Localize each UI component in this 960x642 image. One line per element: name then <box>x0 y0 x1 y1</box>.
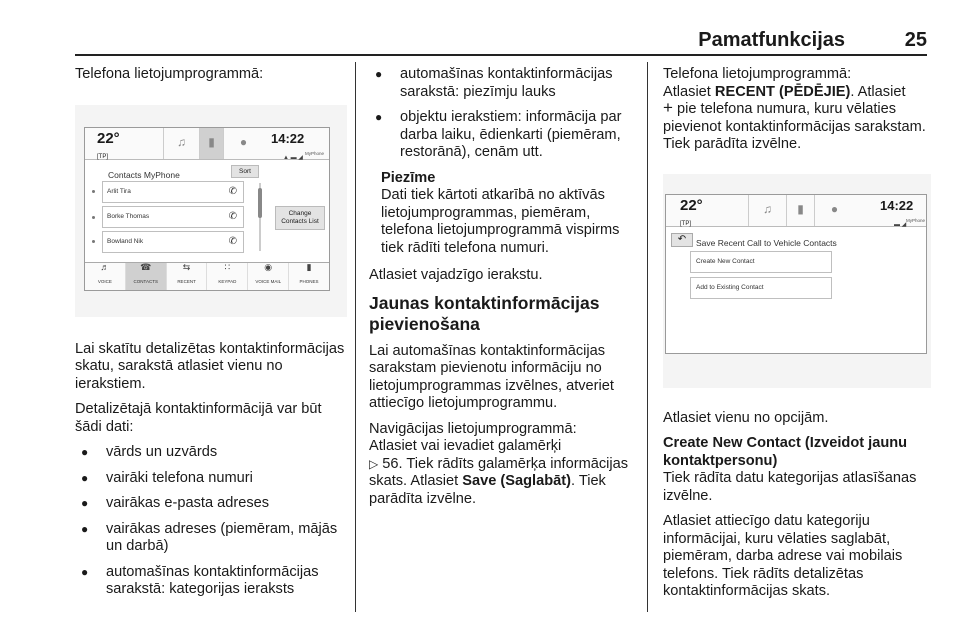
status-bar <box>666 195 926 227</box>
page-reference-icon: ▷ <box>369 456 379 471</box>
note <box>381 170 637 258</box>
contacts-screen-image <box>75 105 347 317</box>
status-bar <box>85 128 329 160</box>
audio-tab <box>163 128 199 159</box>
detail-list <box>369 66 637 162</box>
paragraph: Lai automašīnas kontaktinformācijas sarakstam pievienotu informāciju no lietojumprogrammas izvēlnes, atveriet attiecīgo lietojumprogrammu. <box>369 342 614 411</box>
alphabet-marker <box>92 240 95 243</box>
list-item: ● objektu ierakstiem: informācija par darba laiku, ēdienkarti (piemēram, restorānā), cenām utt. <box>369 109 637 162</box>
phone-name: MyPhone <box>906 217 926 223</box>
phones-icon: ▮ <box>306 262 312 273</box>
page-title: Pamatfunkcijas <box>698 29 845 51</box>
paragraph: Lai skatītu detalizētas kontaktinformācijas skatu, sarakstā atlasiet vienu no ierakstiem. <box>75 340 345 392</box>
voicemail-icon: ◉ <box>264 262 273 273</box>
nav-voice[interactable]: ♬ VOICE <box>97 262 112 285</box>
paragraph: Telefona lietojumprogrammā: <box>75 66 264 82</box>
contacts-title: Contacts MyPhone <box>108 169 180 180</box>
back-arrow-icon: ↶ <box>677 233 687 245</box>
phone-name: MyPhone <box>305 150 325 156</box>
contact-name: Bowland Nik <box>107 237 144 245</box>
paragraph: Atlasiet vienu no opcijām. <box>663 409 829 426</box>
option-heading: Create New Contact (Izveidot jaunu kontaktpersonu) <box>663 435 908 469</box>
save-label: Save (Saglabāt) <box>462 473 571 489</box>
save-recent-call-screen-image <box>663 174 931 388</box>
phone-nav-bar <box>85 262 329 290</box>
list-item: ● vairākas adreses (piemēram, mājās un darbā) <box>75 521 347 556</box>
scrollbar-thumb[interactable] <box>258 188 262 218</box>
paragraph: Detalizētajā kontaktinformācijā var būt šādi dati: <box>75 401 322 435</box>
temperature: 22° <box>97 129 120 147</box>
list-item: ● vairākas e-pasta adreses <box>75 495 347 513</box>
phone-tab <box>199 128 223 159</box>
paragraph: Navigācijas lietojumprogrammā: Atlasiet vai ievadiet galamērķi ▷ 56. Tiek rādīts galamērķa informācijas skats. Atlasiet Save (Saglabāt). Tiek parādīta izvēlne. <box>369 420 629 507</box>
column-middle <box>369 66 637 516</box>
info-tab <box>814 195 854 226</box>
recent-label: RECENT (PĒDĒJIE) <box>714 83 851 100</box>
section-heading: Jaunas kontaktinformācijas pievienošana <box>369 292 600 334</box>
alphabet-marker <box>92 190 95 193</box>
change-contacts-list-button[interactable]: Change Contacts List <box>275 206 325 230</box>
contacts-icon: ☎ <box>140 262 152 273</box>
recent-icon: ⇆ <box>182 262 191 273</box>
info-icon: ● <box>239 135 248 150</box>
list-item: ● automašīnas kontaktinformācijas sarakstā: piezīmju lauks <box>369 66 637 101</box>
phone-handset-icon: ✆ <box>228 235 237 247</box>
clock: 14:22 <box>880 197 914 213</box>
column-right <box>663 66 931 609</box>
phone-icon: ▮ <box>208 135 215 150</box>
alphabet-marker <box>92 216 95 219</box>
list-item: ● vairāki telefona numuri <box>75 470 347 488</box>
back-button[interactable] <box>671 233 693 247</box>
nav-recent[interactable]: ⇆ RECENT <box>166 263 207 290</box>
phone-tab <box>786 195 814 226</box>
contact-name: Arlit Tira <box>107 187 131 195</box>
paragraph: Atlasiet vajadzīgo ierakstu. <box>369 267 543 283</box>
phone-icon: ▮ <box>797 202 804 217</box>
paragraph: Atlasiet attiecīgo datu kategoriju informācijai, kuru vēlaties saglabāt, piemēram, darba adrese vai mobilais telefons. Tiek rādīts detalizētas kontaktinformācijas skats. <box>663 513 903 599</box>
tp-indicator: [TP] <box>97 153 109 160</box>
note-text: Dati tiek kārtoti atkarībā no aktīvās lietojumprogrammas, piemēram, telefona lietojumprogrammā vispirms tiek rādīti telefona numuri. <box>381 187 620 256</box>
info-tab <box>223 128 263 159</box>
screen-display <box>84 127 330 291</box>
list-item: ● vārds un uzvārds <box>75 444 347 462</box>
nav-phones[interactable]: ▮ PHONES <box>288 263 329 290</box>
phone-handset-icon: ✆ <box>228 210 237 222</box>
sort-button[interactable]: Sort <box>231 165 259 178</box>
keypad-icon: ∷ <box>224 262 231 273</box>
signal-icon: ▬ ◢ <box>894 221 907 228</box>
screen-display <box>665 194 927 354</box>
list-item: ● automašīnas kontaktinformācijas sarakstā: kategorijas ieraksts <box>75 564 347 599</box>
tp-indicator: [TP] <box>680 220 692 227</box>
voice-icon: ♬ <box>100 262 110 273</box>
signal-icon: ▲ ▬ ◢ <box>283 154 303 161</box>
note-title: Piezīme <box>381 169 436 186</box>
nav-voice-mail[interactable]: ◉ VOICE MAIL <box>247 263 288 290</box>
temperature: 22° <box>680 196 703 214</box>
contact-row[interactable] <box>102 206 244 228</box>
add-to-existing-contact-option[interactable]: Add to Existing Contact <box>690 277 832 299</box>
paragraph: Telefona lietojumprogrammā: Atlasiet RECENT (PĒDĒJIE). Atlasiet + pie telefona numura, kuru vēlaties pievienot kontaktinformācijas sarakstam. Tiek parādīta izvēlne. <box>663 66 926 152</box>
nav-keypad[interactable]: ∷ KEYPAD <box>206 263 247 290</box>
contact-row[interactable] <box>102 181 244 203</box>
contact-row[interactable] <box>102 231 244 253</box>
page-number: 25 <box>904 29 927 51</box>
paragraph: Tiek rādīta datu kategorijas atlasīšanas izvēlne. <box>663 470 917 504</box>
column-left <box>75 66 347 607</box>
column-divider <box>355 62 356 612</box>
nav-contacts[interactable]: ☎ CONTACTS <box>125 263 166 290</box>
phone-handset-icon: ✆ <box>228 185 237 197</box>
plus-icon: + <box>663 98 673 117</box>
column-divider <box>647 62 648 612</box>
contact-name: Borke Thomas <box>107 212 150 220</box>
music-icon: ♫ <box>763 202 772 217</box>
save-recent-title: Save Recent Call to Vehicle Contacts <box>696 237 837 248</box>
info-icon: ● <box>830 202 839 217</box>
detail-list <box>75 444 347 599</box>
create-new-contact-option[interactable]: Create New Contact <box>690 251 832 273</box>
clock: 14:22 <box>271 130 305 146</box>
music-icon: ♫ <box>177 135 186 150</box>
page-header <box>75 28 927 56</box>
audio-tab <box>748 195 786 226</box>
